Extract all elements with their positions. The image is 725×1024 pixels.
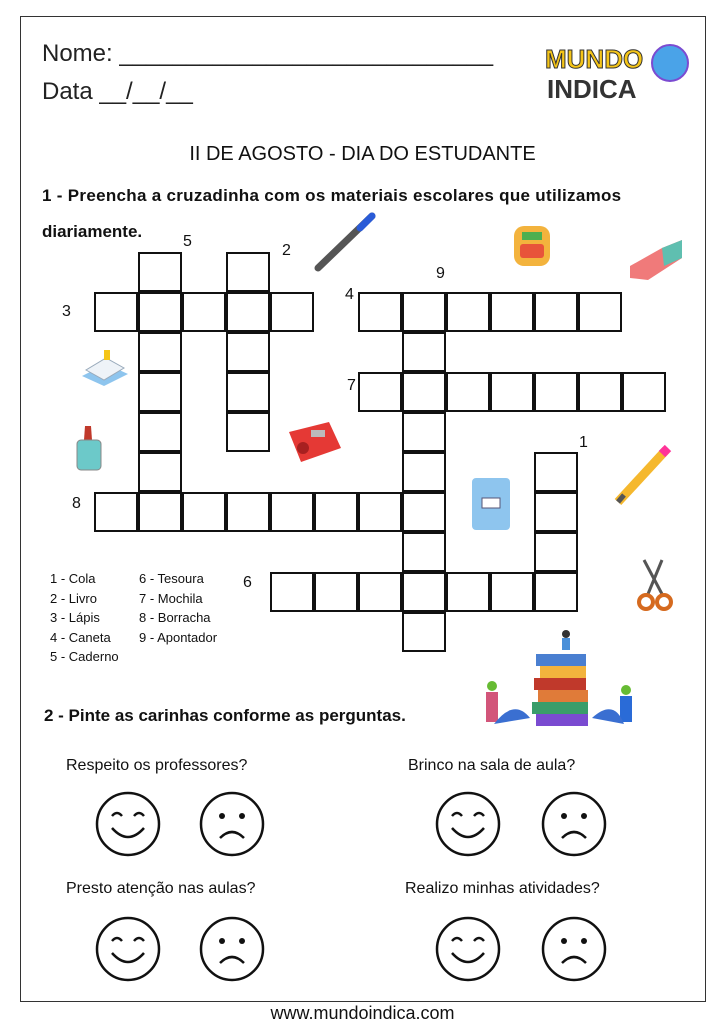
word-item: 6 - Tesoura — [139, 571, 204, 586]
clue-number-2: 2 — [282, 242, 291, 259]
date-field[interactable]: Data __/__/__ — [42, 78, 193, 105]
crossword-cell[interactable] — [94, 292, 138, 332]
crossword-cell[interactable] — [490, 572, 534, 612]
crossword-cell[interactable] — [358, 572, 402, 612]
sharpener-icon — [285, 418, 345, 466]
happy-face-icon[interactable] — [94, 790, 162, 858]
mundo-indica-logo — [545, 42, 690, 106]
word-item: 2 - Livro — [50, 590, 97, 606]
crossword-cell[interactable] — [358, 372, 402, 412]
crossword-cell[interactable] — [402, 372, 446, 412]
word-item: 9 - Apontador — [139, 629, 218, 645]
crossword-cell[interactable] — [226, 492, 270, 532]
logo-top: MUNDO — [545, 44, 644, 74]
crossword-cell[interactable] — [534, 452, 578, 492]
sad-face-icon[interactable] — [198, 790, 266, 858]
crossword-cell[interactable] — [446, 372, 490, 412]
crossword-cell[interactable] — [270, 572, 314, 612]
crossword-cell[interactable] — [490, 292, 534, 332]
word-item: 7 - Mochila — [139, 590, 203, 606]
crossword-cell[interactable] — [226, 412, 270, 452]
crossword-cell[interactable] — [138, 372, 182, 412]
crossword-cell[interactable] — [358, 492, 402, 532]
word-item: 4 - Caneta — [50, 629, 111, 645]
crossword-cell[interactable] — [270, 492, 314, 532]
happy-face-icon[interactable] — [434, 790, 502, 858]
clue-number-6: 6 — [243, 574, 252, 591]
crossword-cell[interactable] — [402, 292, 446, 332]
crossword-cell[interactable] — [138, 452, 182, 492]
crossword-cell[interactable] — [402, 492, 446, 532]
clue-number-4: 4 — [345, 286, 354, 303]
crossword-cell[interactable] — [490, 372, 534, 412]
crossword-cell[interactable] — [402, 332, 446, 372]
sad-face-icon[interactable] — [540, 790, 608, 858]
clue-number-8: 8 — [72, 495, 81, 512]
crossword-cell[interactable] — [226, 372, 270, 412]
crossword-cell[interactable] — [226, 332, 270, 372]
eraser-icon — [626, 236, 684, 284]
scissors-icon — [636, 558, 676, 614]
notebook-icon — [468, 476, 512, 532]
question-brinco: Brinco na sala de aula? — [408, 757, 576, 774]
glue-icon — [72, 424, 106, 474]
crossword-cell[interactable] — [402, 572, 446, 612]
question-2: 2 - Pinte as carinhas conforme as perguntas. — [44, 706, 406, 725]
crossword-cell[interactable] — [314, 572, 358, 612]
crossword-cell[interactable] — [402, 612, 446, 652]
question-realizo: Realizo minhas atividades? — [405, 880, 600, 897]
crossword-cell[interactable] — [138, 292, 182, 332]
happy-face-icon[interactable] — [94, 915, 162, 983]
clue-number-5: 5 — [183, 233, 192, 250]
crossword-cell[interactable] — [578, 292, 622, 332]
crossword-cell[interactable] — [138, 492, 182, 532]
crossword-cell[interactable] — [402, 412, 446, 452]
clue-number-1: 1 — [579, 434, 588, 451]
page-title: II DE AGOSTO - DIA DO ESTUDANTE — [189, 143, 536, 165]
crossword-cell[interactable] — [226, 252, 270, 292]
crossword-cell[interactable] — [314, 492, 358, 532]
question-1-cont: diariamente. — [42, 222, 143, 241]
word-item: 8 - Borracha — [139, 610, 211, 625]
crossword-cell[interactable] — [402, 452, 446, 492]
clue-number-9: 9 — [436, 265, 445, 282]
word-item: 1 - Cola — [50, 571, 96, 586]
happy-face-icon[interactable] — [434, 915, 502, 983]
logo-bottom: INDICA — [547, 74, 637, 104]
backpack-icon — [510, 218, 554, 268]
crossword-cell[interactable] — [534, 572, 578, 612]
crossword-cell[interactable] — [358, 292, 402, 332]
clue-number-3: 3 — [62, 303, 71, 320]
crossword-cell[interactable] — [534, 372, 578, 412]
question-respeito: Respeito os professores? — [66, 757, 248, 774]
question-1: 1 - Preencha a cruzadinha com os materiais escolares que utilizamos — [42, 186, 622, 205]
crossword-cell[interactable] — [534, 532, 578, 572]
clue-number-7: 7 — [347, 377, 356, 394]
word-item: 5 - Caderno — [50, 649, 119, 664]
crossword-cell[interactable] — [138, 252, 182, 292]
crossword-cell[interactable] — [402, 532, 446, 572]
pencil-icon — [610, 442, 674, 508]
word-item: 3 - Lápis — [50, 610, 100, 625]
globe-mascot-icon — [651, 44, 689, 82]
crossword-cell[interactable] — [138, 332, 182, 372]
crossword-cell[interactable] — [94, 492, 138, 532]
word-list-col-1 — [50, 569, 119, 667]
footer-url: www.mundoindica.com — [270, 1003, 455, 1023]
crossword-cell[interactable] — [226, 292, 270, 332]
crossword-cell[interactable] — [270, 292, 314, 332]
crossword-cell[interactable] — [534, 292, 578, 332]
crossword-cell[interactable] — [446, 292, 490, 332]
crossword-cell[interactable] — [182, 292, 226, 332]
sad-face-icon[interactable] — [540, 915, 608, 983]
name-field[interactable]: Nome: ____________________________ — [42, 40, 494, 67]
crossword-cell[interactable] — [138, 412, 182, 452]
pen-icon — [310, 210, 380, 275]
open-book-icon — [80, 346, 130, 390]
crossword-cell[interactable] — [622, 372, 666, 412]
students-books-illustration — [474, 628, 644, 738]
crossword-cell[interactable] — [534, 492, 578, 532]
word-list-col-2 — [139, 569, 217, 647]
crossword-cell[interactable] — [446, 572, 490, 612]
crossword-cell[interactable] — [182, 492, 226, 532]
question-presto: Presto atenção nas aulas? — [66, 880, 256, 897]
sad-face-icon[interactable] — [198, 915, 266, 983]
crossword-cell[interactable] — [578, 372, 622, 412]
